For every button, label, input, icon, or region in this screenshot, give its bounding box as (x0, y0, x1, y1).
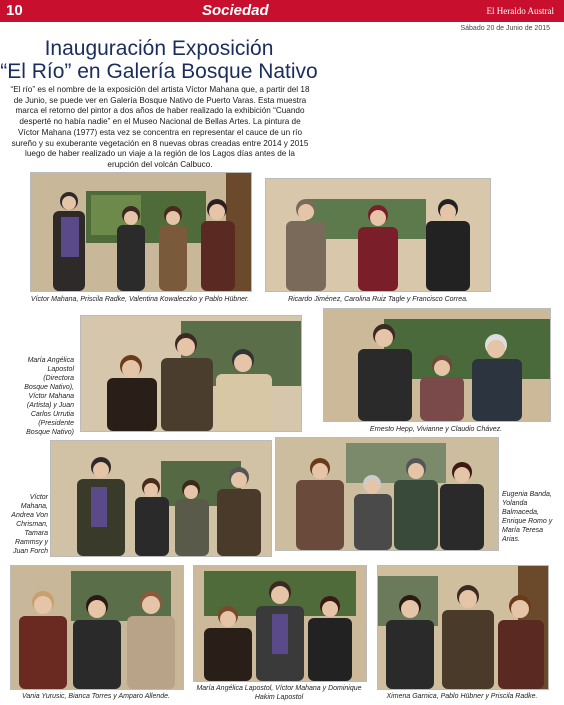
page-header (0, 0, 564, 22)
event-photo-4 (323, 308, 551, 422)
event-photo-9 (377, 565, 549, 690)
newspaper-name: El Heraldo Austral (486, 6, 554, 16)
photo-7-caption: Vania Yurusic, Bianca Torres y Amparo Allende. (22, 693, 170, 700)
article-body: “El río” es el nombre de la exposición del artista Víctor Mahana que, a partir del 18 de Junio, se puede ver en Galería Bosque Nativo de Puerto Varas. Esta muestra marca el retorno del pintor a dos años de haber realizado la exhibición “Cuando desperté no había nadie” en el Museo Nacional de Bellas Artes. La pintura de Víctor Mahana (1977) esta vez se concentra en representar el cauce de un río sureño y su exuberante vegetación en 8 nuevas obras creadas entre 2014 y 2015 luego de haber realizado un viaje a la región de los Lagos días antes de la erupción del volcán Calbuco. (10, 85, 310, 169)
photo-1-caption: Víctor Mahana, Priscila Radke, Valentina Kowaleczko y Pablo Hübner. (30, 296, 250, 303)
issue-date: Sábado 20 de Junio de 2015 (460, 25, 550, 32)
title-line-1: Inauguración Exposición (44, 37, 274, 60)
photo-9-caption: Ximena Garnica, Pablo Hübner y Priscila Radke. (386, 693, 538, 700)
event-photo-3 (80, 315, 302, 432)
event-photo-6 (275, 437, 499, 551)
photo-5-caption: Víctor Mahana, Andrea Von Chrisman, Tamara Rammsy y Juan Forch (11, 494, 48, 555)
title-line-2: “El Río” en Galería Bosque Nativo (0, 60, 318, 83)
section-title: Sociedad (202, 2, 269, 19)
photo-3-caption: María Angélica Lapostol (Directora Bosque Nativo), Víctor Mahana (Artista) y Juan Carlos Urrutia (Presidente Bosque Nativo) (24, 357, 74, 436)
photo-2-caption: Ricardo Jiménez, Carolina Ruiz Tagle y Francisco Correa. (288, 296, 468, 303)
photo-6-caption: Eugenia Banda, Yolanda Balmaceda, Enrique Romo y María Teresa Arias. (502, 491, 553, 543)
event-photo-7 (10, 565, 184, 690)
event-photo-5 (50, 440, 272, 557)
event-photo-2 (265, 178, 491, 292)
event-photo-8 (193, 565, 367, 682)
photo-4-caption: Ernesto Hepp, Vivianne y Claudio Chávez. (369, 426, 503, 433)
event-photo-1 (30, 172, 252, 292)
page-number: 10 (6, 2, 23, 19)
photo-8-caption: María Angélica Lapostol, Víctor Mahana y Dominique Hakim Lapostol (196, 685, 362, 701)
article-title (0, 37, 318, 83)
